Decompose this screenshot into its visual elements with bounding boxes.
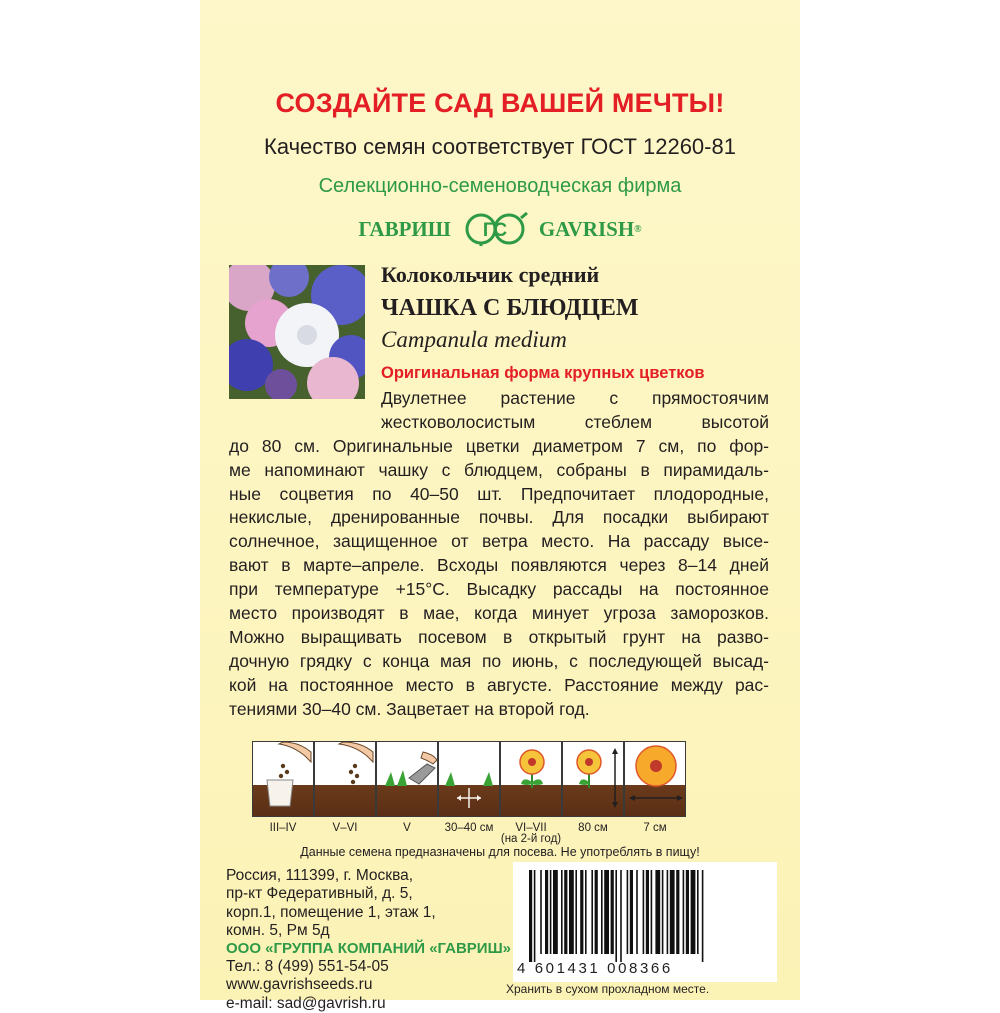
campanula-flowers-image <box>229 265 365 399</box>
barcode-bar <box>676 870 679 954</box>
phone: Тел.: 8 (499) 551-54-05 <box>226 958 389 975</box>
barcode-bar <box>655 870 660 954</box>
barcode-bar <box>529 870 532 962</box>
step-label: 7 см <box>643 822 667 834</box>
barcode-bar <box>636 870 638 954</box>
flowering-icon <box>501 742 562 817</box>
description <box>229 387 769 721</box>
step-height <box>562 741 624 817</box>
barcode-bar <box>662 870 664 954</box>
barcode-bar <box>561 870 563 954</box>
spacing-icon <box>439 742 500 817</box>
barcode-bar <box>591 870 593 954</box>
barcode-bar <box>691 870 696 954</box>
step-label-flowering <box>500 822 562 846</box>
step-sowing-ground <box>314 741 376 817</box>
barcode-bar <box>630 870 633 954</box>
slogan: СОЗДАЙТЕ САД ВАШЕЙ МЕЧТЫ! <box>275 88 725 118</box>
not-for-food-warning: Данные семена предназначены для посева. Не употреблять в пищу! <box>300 845 700 859</box>
barcode-bar <box>545 870 548 954</box>
gost-quality-line: Качество семян соответствует ГОСТ 12260-81 <box>264 134 736 159</box>
barcode-bar <box>620 870 622 962</box>
description-line: тениями 30–40 см. Зацветает на второй год. <box>229 698 590 719</box>
logo-text-en: GAVRISH <box>538 216 635 241</box>
growing-steps-labels <box>252 822 748 846</box>
description-line: ные соцветия по 40–50 шт. Предпочитает плодородные, <box>229 483 769 504</box>
barcode-bar <box>683 870 685 954</box>
barcode-bar <box>569 870 574 954</box>
address <box>226 867 436 941</box>
step-label: 80 см <box>578 822 608 834</box>
step-flower-diameter <box>624 741 686 817</box>
company-name: ООО «ГРУППА КОМПАНИЙ «ГАВРИШ» <box>226 940 511 957</box>
registered-mark: ® <box>634 223 642 235</box>
step-label: 30–40 см <box>444 822 494 834</box>
variety-subtitle: Оригинальная форма крупных цветков <box>381 364 705 382</box>
barcode-bar <box>686 870 689 954</box>
step-flowering <box>500 741 562 817</box>
step-label: V <box>403 822 411 834</box>
barcode-bar <box>697 870 699 954</box>
address-line: пр-кт Федеративный, д. 5, <box>226 885 413 903</box>
description-line: место производят в мае, когда минует угроза заморозков. <box>229 603 769 624</box>
gs-logo-mark-icon <box>455 212 535 246</box>
growing-steps-pictograms <box>252 741 748 817</box>
storage-instructions: Хранить в сухом прохладном месте. <box>506 982 710 996</box>
barcode-bar <box>702 870 704 962</box>
description-line: до 80 см. Оригинальные цветки диаметром 7 см, по фор- <box>229 435 769 456</box>
description-line: Можно выращивать посевом в открытый грунт на разво- <box>229 626 769 647</box>
barcode-bars <box>513 862 777 962</box>
barcode-bar <box>627 870 629 954</box>
barcode-bar <box>553 870 558 954</box>
website-link[interactable]: www.gavrishseeds.ru <box>226 976 373 994</box>
description-line: некислые, дренированные почвы. Для посадки выбирают <box>229 507 769 528</box>
flower-diameter-icon <box>625 742 686 817</box>
barcode-bar <box>604 870 609 954</box>
latin-name: Campanula medium <box>381 327 567 352</box>
barcode-bar <box>580 870 583 954</box>
barcode-bar <box>667 870 669 954</box>
barcode-bar <box>643 870 645 954</box>
sowing-ground-icon <box>315 742 376 817</box>
barcode-bar <box>550 870 552 954</box>
transplant-icon <box>377 742 438 817</box>
step-sowing-pot <box>252 741 314 817</box>
step-sublabel: (на 2-й год) <box>500 833 562 845</box>
barcode-bar <box>651 870 653 954</box>
description-line: при температуре +15°С. Высадку рассады на постоянное <box>229 579 769 600</box>
barcode-bar <box>540 870 542 954</box>
logo-mark-text: ГС <box>482 220 507 241</box>
plant-name: Колокольчик средний <box>381 262 600 287</box>
address-line: корп.1, помещение 1, этаж 1, <box>226 903 436 921</box>
barcode-bar <box>611 870 614 954</box>
description-line: вают в марте–апреле. Всходы появляются через 8–14 дней <box>229 555 769 576</box>
description-line: ме напоминают чашку с блюдцем, собраны в пирамидаль- <box>229 459 769 480</box>
barcode-bar <box>575 870 577 954</box>
step-spacing <box>438 741 500 817</box>
variety-name: ЧАШКА С БЛЮДЦЕМ <box>381 295 639 321</box>
address-line: комн. 5, Рм 5д <box>226 922 330 940</box>
barcode-bar <box>615 870 617 962</box>
barcode-bar <box>646 870 649 954</box>
step-label: III–IV <box>269 822 297 834</box>
step-transplant <box>376 741 438 817</box>
logo-text-ru: ГАВРИШ <box>358 216 451 241</box>
step-label: VI–VII <box>515 822 547 834</box>
gavrish-logo <box>0 212 1000 246</box>
barcode-bar <box>670 870 675 954</box>
sowing-pot-icon <box>253 742 314 817</box>
address-line: Россия, 111399, г. Москва, <box>226 867 414 884</box>
barcode-bar <box>534 870 536 962</box>
barcode-bar <box>564 870 567 954</box>
barcode-bar <box>601 870 603 954</box>
firm-description: Селекционно-семеноводческая фирма <box>318 175 682 197</box>
flower-photo <box>229 265 365 399</box>
barcode-bar <box>595 870 598 954</box>
description-line: дочную грядку с конца мая по июнь, с последующей высад- <box>229 650 769 671</box>
barcode-bar <box>585 870 587 954</box>
contacts <box>226 958 389 1013</box>
description-line: солнечное, защищенное от ветра место. На рассаду высе- <box>229 531 769 552</box>
email-link[interactable]: e-mail: sad@gavrish.ru <box>226 994 386 1012</box>
height-icon <box>563 742 624 817</box>
barcode-digits: 4 601431 008366 <box>517 960 673 977</box>
description-line: Двулетнее растение с прямостоячим <box>381 388 769 408</box>
step-label: V–VI <box>332 822 358 834</box>
description-line: кой на постоянное место в августе. Расстояние между рас- <box>229 674 769 695</box>
description-line: жестковолосистым стеблем высотой <box>381 411 769 432</box>
